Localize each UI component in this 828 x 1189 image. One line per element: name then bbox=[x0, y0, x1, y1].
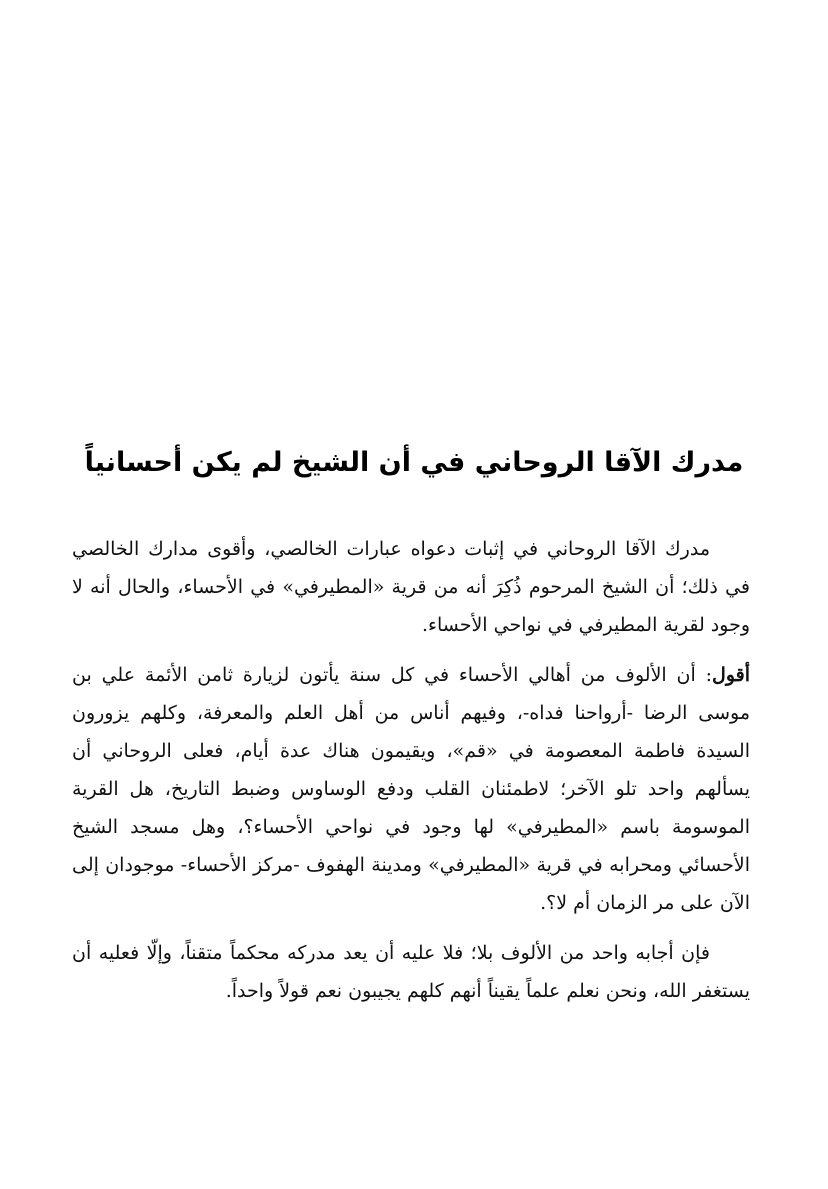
chapter-title: مدرك الآقا الروحاني في أن الشيخ لم يكن أحسانياً bbox=[84, 447, 744, 478]
paragraph-3 bbox=[72, 934, 750, 1010]
paragraph-1-text: مدرك الآقا الروحاني في إثبات دعواه عبارات الخالصي، وأقوى مدارك الخالصي في ذلك؛ أن الشيخ المرحوم ذُكِرَ أنه من قرية «المطيرفي» في الأحساء، والحال أنه لا وجود لقرية المطيرفي في نواحي الأحساء. bbox=[72, 538, 750, 636]
paragraph-3-text: فإن أجابه واحد من الألوف بلا؛ فلا عليه أن يعد مدركه محكماً متقناً، وإلّا فعليه أن يستغفر الله، ونحن نعلم علماً يقيناً أنهم كلهم يجيبون نعم قولاً واحداً. bbox=[72, 942, 750, 1002]
body-text bbox=[72, 530, 750, 1022]
paragraph-2-lead: أقول bbox=[712, 664, 750, 686]
paragraph-2-text: : أن الألوف من أهالي الأحساء في كل سنة يأتون لزيارة ثامن الأئمة علي بن موسى الرضا -أرواحنا فداه-، وفيهم أناس من أهل العلم والمعرفة، وكلهم يزورون السيدة فاطمة المعصومة في «قم»، ويقيمون هناك عدة أيام، فعلى الروحاني أن يسألهم واحد تلو الآخر؛ لاطمئنان القلب ودفع الوساوس وضبط التاريخ، هل القرية الموسومة باسم «المطيرفي» لها وجود في نواحي الأحساء؟، وهل مسجد الشيخ الأحسائي ومحرابه في قرية «المطيرفي» ومدينة الهفوف -مركز الأحساء- موجودان إلى الآن على مر الزمان أم لا؟. bbox=[72, 664, 750, 914]
paragraph-2 bbox=[72, 656, 750, 922]
paragraph-1 bbox=[72, 530, 750, 644]
